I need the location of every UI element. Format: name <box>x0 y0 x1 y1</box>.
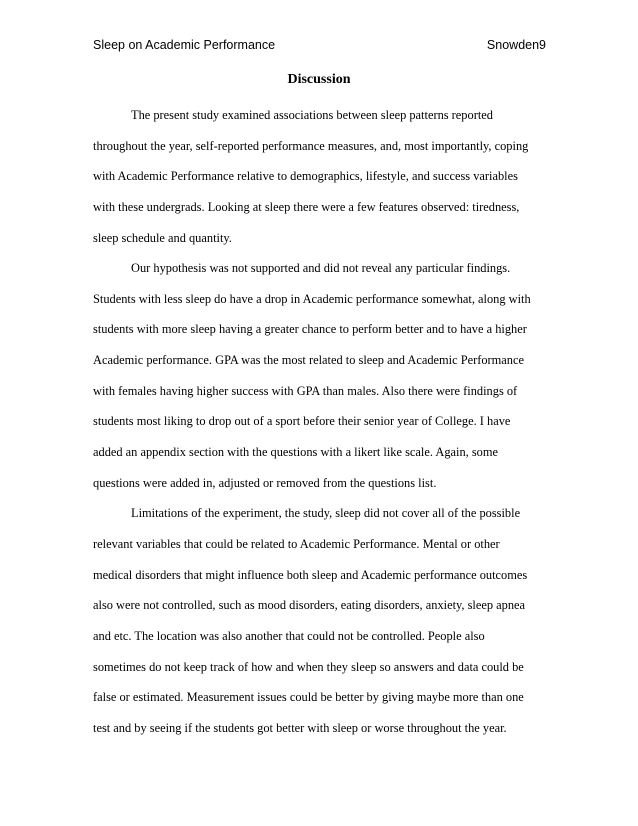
text-line: Academic performance. GPA was the most related to sleep and Academic Performance <box>93 353 524 368</box>
running-head <box>93 38 546 52</box>
text-line: medical disorders that might influence both sleep and Academic performance outcomes <box>93 567 528 582</box>
text-line: throughout the year, self-reported performance measures, and, most importantly, coping <box>93 138 529 153</box>
text-line: The present study examined associations between sleep patterns reported <box>131 108 493 122</box>
text-line: added an appendix section with the questions with a likert like scale. Again, some <box>93 445 499 460</box>
text-line: students most liking to drop out of a sport before their senior year of College. I have <box>93 414 511 429</box>
text-line: false or estimated. Measurement issues could be better by giving maybe more than one <box>93 690 524 705</box>
paragraph <box>93 100 546 253</box>
text-line: Limitations of the experiment, the study, sleep did not cover all of the possible <box>131 506 521 521</box>
text-line: sometimes do not keep track of how and when they sleep so answers and data could be <box>93 659 524 674</box>
text-line: questions were added in, adjusted or removed from the questions list. <box>93 475 437 490</box>
running-title: Sleep on Academic Performance <box>93 38 276 52</box>
text-line: students with more sleep having a greater chance to perform better and to have a higher <box>93 322 527 337</box>
text-line: with these undergrads. Looking at sleep there were a few features observed: tiredness, <box>93 199 520 214</box>
body-text <box>93 100 546 743</box>
text-line: with Academic Performance relative to demographics, lifestyle, and success variables <box>93 169 518 184</box>
text-line: Students with less sleep do have a drop in Academic performance somewhat, along with <box>93 291 531 306</box>
text-line: with females having higher success with GPA than males. Also there were findings of <box>93 383 518 398</box>
text-line: and etc. The location was also another that could not be controlled. People also <box>93 628 485 643</box>
text-line: Our hypothesis was not supported and did not reveal any particular findings. <box>131 261 511 276</box>
paragraph <box>93 253 546 498</box>
paragraph <box>93 498 546 743</box>
section-heading: Discussion <box>287 72 351 87</box>
text-line: test and by seeing if the students got better with sleep or worse throughout the year. <box>93 720 507 735</box>
text-line: also were not controlled, such as mood disorders, eating disorders, anxiety, sleep apnea <box>93 598 526 613</box>
page-number: Snowden9 <box>486 38 546 52</box>
text-line: sleep schedule and quantity. <box>93 230 232 245</box>
text-line: relevant variables that could be related to Academic Performance. Mental or other <box>93 536 500 551</box>
